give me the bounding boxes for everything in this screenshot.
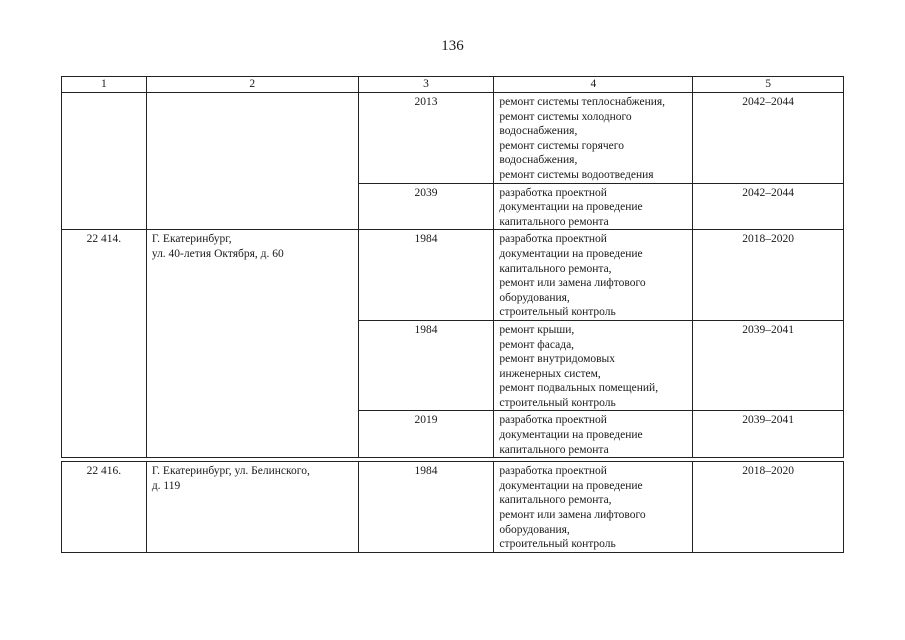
header-cell: 2: [146, 77, 358, 93]
address-cell: [146, 93, 358, 230]
works-cell: [494, 93, 693, 184]
table-row: [62, 230, 844, 321]
period-cell: 2042–2044: [693, 93, 844, 184]
works-cell: [494, 230, 693, 321]
works-line: ремонт или замена лифтового: [499, 509, 646, 522]
header-cell: 5: [693, 77, 844, 93]
address-line: д. 119: [151, 479, 181, 492]
period-cell: 2039–2041: [693, 411, 844, 458]
period-cell: 2042–2044: [693, 183, 844, 230]
works-line: оборудования,: [499, 291, 570, 304]
works-line: строительный контроль: [499, 306, 616, 319]
works-line: ремонт системы водоотведения: [499, 168, 654, 181]
works-line: ремонт крыши,: [499, 323, 575, 336]
header-cell: 1: [62, 77, 147, 93]
works-line: ремонт внутридомовых: [499, 353, 616, 366]
works-line: инженерных систем,: [499, 367, 601, 380]
header-cell: 4: [494, 77, 693, 93]
table-header-row: [62, 77, 844, 93]
address-line: ул. 40-летия Октября, д. 60: [151, 247, 284, 260]
works-line: капитального ремонта,: [499, 494, 612, 507]
works-line: ремонт системы горячего: [499, 139, 624, 152]
repair-schedule-table: [61, 76, 844, 553]
works-line: документации на проведение: [499, 479, 643, 492]
works-line: разработка проектной: [499, 233, 607, 246]
works-line: водоснабжения,: [499, 125, 578, 138]
address-line: Г. Екатеринбург,: [151, 233, 232, 246]
works-line: строительный контроль: [499, 396, 616, 409]
year-cell: 1984: [358, 320, 494, 411]
works-line: документации на проведение: [499, 429, 643, 442]
works-cell: [494, 462, 693, 553]
works-line: разработка проектной: [499, 465, 607, 478]
address-cell: [146, 462, 358, 553]
period-cell: 2018–2020: [693, 230, 844, 321]
works-line: документации на проведение: [499, 247, 643, 260]
period-cell: 2039–2041: [693, 320, 844, 411]
works-line: ремонт системы теплоснабжения,: [499, 96, 666, 108]
row-number-cell: 22 414.: [62, 230, 147, 458]
table-row: [62, 462, 844, 553]
works-cell: [494, 411, 693, 458]
works-line: водоснабжения,: [499, 154, 578, 167]
period-cell: 2018–2020: [693, 462, 844, 553]
address-line: Г. Екатеринбург, ул. Белинского,: [151, 465, 310, 478]
works-line: документации на проведение: [499, 201, 643, 214]
works-line: строительный контроль: [499, 538, 616, 551]
works-line: ремонт фасада,: [499, 338, 575, 351]
table-row: [62, 93, 844, 184]
works-line: капитального ремонта: [499, 443, 609, 456]
works-line: ремонт или замена лифтового: [499, 277, 646, 290]
address-cell: [146, 230, 358, 458]
year-cell: 1984: [358, 462, 494, 553]
row-number-cell: 22 416.: [62, 462, 147, 553]
year-cell: 1984: [358, 230, 494, 321]
works-line: капитального ремонта: [499, 215, 609, 228]
works-line: разработка проектной: [499, 414, 607, 427]
works-line: ремонт системы холодного: [499, 110, 632, 123]
header-cell: 3: [358, 77, 494, 93]
works-line: ремонт подвальных помещений,: [499, 382, 659, 395]
works-cell: [494, 183, 693, 230]
year-cell: 2039: [358, 183, 494, 230]
works-line: капитального ремонта,: [499, 262, 612, 275]
year-cell: 2013: [358, 93, 494, 184]
works-cell: [494, 320, 693, 411]
works-line: оборудования,: [499, 523, 570, 536]
works-line: разработка проектной: [499, 186, 607, 199]
year-cell: 2019: [358, 411, 494, 458]
row-number-cell: [62, 93, 147, 230]
page-number: 136: [441, 38, 464, 54]
